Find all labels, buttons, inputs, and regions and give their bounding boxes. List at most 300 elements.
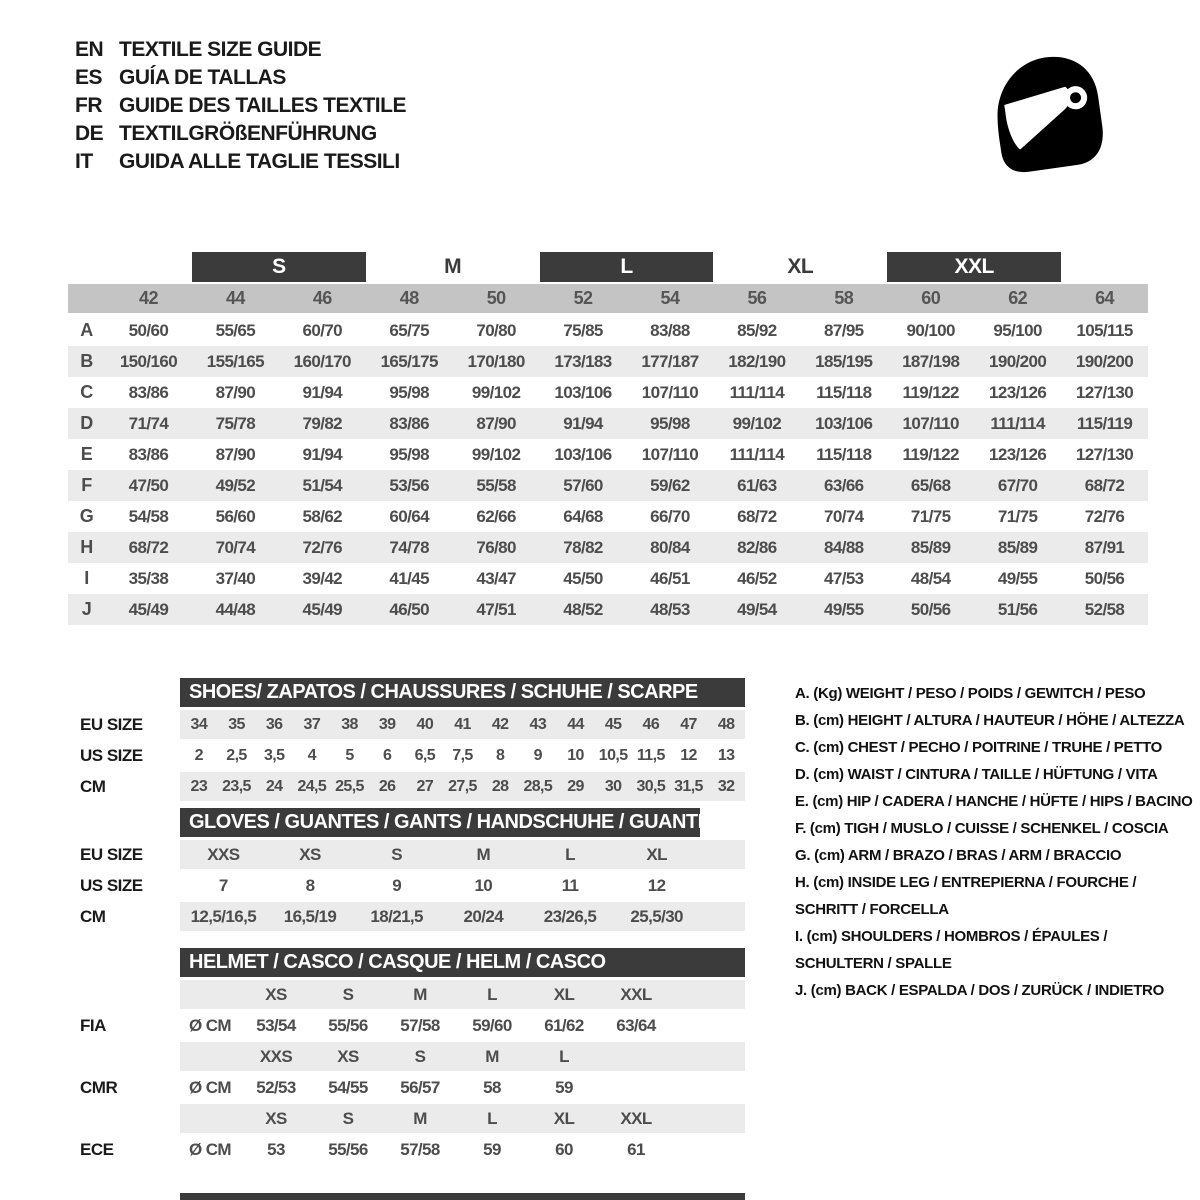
helmet-standard-label-fia: FIA (80, 1015, 106, 1035)
language-title: TEXTILE SIZE GUIDE (119, 38, 322, 61)
measurement-row-g (68, 501, 1148, 532)
measurement-cell: 63/66 (824, 475, 864, 495)
legend-item: I. (cm) SHOULDERS / HOMBROS / ÉPAULES / SCHULTERN / SPALLE (795, 928, 1108, 972)
measurement-cell: 70/74 (215, 537, 256, 557)
measurement-cell: 99/102 (732, 413, 782, 433)
shoes-value-cell: 12 (680, 746, 697, 764)
helmet-size-cell: M (413, 1108, 427, 1128)
measurement-cell: 85/89 (997, 537, 1038, 557)
measurement-cell: 50/60 (128, 320, 169, 340)
measurement-cell: 68/72 (737, 506, 777, 526)
shoes-value-cell: 11,5 (636, 746, 665, 764)
gloves-value-cell: 18/21,5 (370, 906, 423, 926)
measurement-cell: 115/118 (816, 382, 872, 402)
language-row (75, 92, 406, 120)
measurement-cell: 182/190 (728, 351, 786, 371)
measurement-cell: 95/98 (650, 413, 690, 433)
shoes-value-cell: 43 (529, 715, 547, 733)
measurement-cell: 111/114 (990, 413, 1045, 433)
size-group-xl: XL (787, 255, 814, 278)
helmet-sizes-grid-cmr (180, 1042, 672, 1071)
measurement-cell: 170/180 (467, 351, 525, 371)
legend-item: D. (cm) WAIST / CINTURA / TAILLE / HÜFTUNG / VITA (795, 766, 1158, 783)
helmet-table (0, 979, 1200, 1165)
measurement-cell: 99/102 (471, 444, 521, 464)
shoes-row-grid (180, 772, 745, 801)
helmet-size-cell: S (342, 984, 354, 1004)
measurement-cell: 95/100 (993, 320, 1042, 340)
measurement-cell: 56/60 (215, 506, 256, 526)
measurement-cell: 47/53 (824, 568, 864, 588)
gloves-row-grid (180, 902, 700, 931)
shoes-value-cell: 24,5 (297, 777, 327, 795)
measurement-cell: 165/175 (380, 351, 438, 371)
numeric-size-cell: 58 (834, 288, 854, 308)
gloves-value-cell: 7 (218, 875, 228, 895)
helmet-size-cell: XS (265, 984, 287, 1004)
gloves-value-cell: 9 (392, 875, 402, 895)
shoes-value-cell: 31,5 (674, 777, 703, 795)
helmet-value-cell: 53 (267, 1139, 285, 1159)
helmet-values-grid-cmr (180, 1073, 672, 1102)
row-letter: J (81, 599, 92, 619)
shoes-value-cell: 35 (228, 715, 245, 733)
size-group-xxl: XXL (887, 252, 1061, 282)
measurement-cell: 50/56 (1084, 568, 1125, 588)
helmet-standard-label-ece: ECE (80, 1139, 114, 1159)
helmet-value-cell: 52/53 (256, 1077, 296, 1097)
measurement-cell: 70/74 (824, 506, 864, 526)
measurement-cell: 119/122 (902, 382, 959, 402)
row-letter: A (80, 320, 93, 340)
gloves-row-grid (180, 871, 700, 900)
measurement-cell: 47/50 (128, 475, 169, 495)
measurement-row-i (68, 563, 1148, 594)
measurement-cell: 47/51 (476, 599, 516, 619)
gloves-value-cell: 8 (305, 875, 315, 895)
row-letter: C (80, 382, 93, 402)
helmet-unit-spacer (180, 1042, 240, 1071)
helmet-values-row-cmr (0, 1072, 1200, 1103)
measurement-cell: 111/114 (729, 444, 785, 464)
measurement-cell: 48/53 (650, 599, 690, 619)
language-code: FR (75, 94, 102, 117)
language-title: TEXTILGRÖßENFÜHRUNG (119, 122, 377, 145)
shoes-value-cell: 7,5 (452, 746, 473, 764)
helmet-values-band-fia (180, 1011, 745, 1040)
shoes-value-cell: 32 (717, 777, 735, 795)
gloves-value-cell: 10 (474, 875, 493, 895)
size-group-header-row (68, 252, 1148, 282)
legend-item: E. (cm) HIP / CADERA / HANCHE / HÜFTE / HIPS / BACINO (795, 793, 1193, 810)
measurement-cell: 53/56 (389, 475, 429, 495)
helmet-unit-spacer (180, 1104, 240, 1133)
shoes-value-cell: 30 (604, 777, 622, 795)
shoes-value-cell: 2 (194, 746, 203, 764)
gloves-value-cell: S (391, 844, 403, 864)
measurement-legend (795, 680, 1195, 1004)
measurement-cell: 82/86 (737, 537, 777, 557)
helmet-values-grid-fia (180, 1011, 672, 1040)
numeric-size-cell: 62 (1008, 288, 1028, 308)
shoes-value-cell: 28,5 (523, 777, 553, 795)
shoes-row-label: EU SIZE (80, 714, 143, 734)
measurement-cell: 190/200 (988, 351, 1047, 371)
shoes-title-bar (180, 678, 745, 707)
row-letter: H (80, 537, 93, 557)
measurement-cell: 160/170 (293, 351, 351, 371)
gloves-row-label: US SIZE (80, 875, 143, 895)
helmet-value-cell: 61/62 (544, 1015, 584, 1035)
shoes-value-cell: 27 (416, 777, 434, 795)
gloves-value-cell: M (476, 844, 491, 864)
shoes-value-cell: 36 (265, 715, 283, 733)
helmet-values-grid-ece (180, 1135, 672, 1164)
measurement-cell: 39/42 (302, 568, 343, 588)
helmet-size-cell: XS (337, 1046, 359, 1066)
measurement-cell: 72/76 (1084, 506, 1125, 526)
measurement-cell: 78/82 (563, 537, 603, 557)
shoes-row-grid (180, 741, 745, 770)
measurement-cell: 46/51 (650, 568, 690, 588)
helmet-value-cell: 55/56 (328, 1015, 368, 1035)
numeric-size-cell: 44 (225, 288, 245, 308)
helmet-size-cell: L (559, 1046, 569, 1066)
measurement-cell: 65/75 (389, 320, 429, 340)
helmet-sizes-grid-ece (180, 1104, 672, 1133)
helmet-unit-label: Ø CM (189, 1077, 231, 1097)
measurement-cell: 54/58 (128, 506, 169, 526)
helmet-title-bar (180, 948, 745, 977)
measurement-cell: 49/52 (215, 475, 256, 495)
helmet-sizes-band-ece (180, 1104, 745, 1133)
shoes-value-cell: 24 (265, 777, 283, 795)
measurement-cell: 45/49 (302, 599, 343, 619)
size-group-s: S (192, 252, 366, 282)
measurement-cell: 70/80 (476, 320, 516, 340)
helmet-size-cell: XL (553, 1108, 575, 1128)
measurement-row-f (68, 470, 1148, 501)
measurement-cell: 107/110 (641, 382, 699, 402)
row-letter: F (81, 475, 92, 495)
helmet-size-cell: XS (265, 1108, 287, 1128)
helmet-standard-label-cmr: CMR (80, 1077, 118, 1097)
measurement-cell: 115/119 (1076, 413, 1133, 433)
measurement-cell: 85/89 (910, 537, 951, 557)
shoes-row-band (180, 772, 745, 801)
measurement-cell: 58/62 (302, 506, 343, 526)
measurement-cell: 49/55 (997, 568, 1038, 588)
gloves-value-cell: 16,5/19 (283, 906, 337, 926)
numeric-size-cell: 46 (312, 288, 332, 308)
helmet-size-cell: S (342, 1108, 354, 1128)
measurement-cell: 66/70 (650, 506, 690, 526)
language-title-block (75, 36, 406, 176)
helmet-sizes-band-fia (180, 980, 745, 1009)
measurement-cell: 65/68 (910, 475, 951, 495)
helmet-value-cell: 61 (627, 1139, 645, 1159)
measurement-cell: 64/68 (563, 506, 603, 526)
measurement-cell: 91/94 (302, 444, 343, 464)
gloves-value-cell: XXS (207, 844, 240, 864)
helmet-size-cell: L (487, 1108, 497, 1128)
language-row (75, 148, 406, 176)
shoes-value-cell: 38 (341, 715, 358, 733)
measurement-row-e (68, 439, 1148, 470)
measurement-cell: 61/63 (737, 475, 777, 495)
measurement-cell: 46/52 (737, 568, 777, 588)
helmet-title: HELMET / CASCO / CASQUE / HELM / CASCO (189, 951, 606, 973)
language-title: GUÍA DE TALLAS (119, 66, 286, 89)
shoes-value-cell: 8 (496, 746, 505, 764)
helmet-size-cell: S (414, 1046, 426, 1066)
shoes-row-band (180, 710, 745, 739)
language-row (75, 64, 406, 92)
language-code: ES (75, 66, 103, 89)
helmet-value-cell: 57/58 (400, 1139, 440, 1159)
helmet-value-cell: 55/56 (328, 1139, 368, 1159)
measurement-cell: 68/72 (128, 537, 169, 557)
measurement-cell: 37/40 (215, 568, 256, 588)
measurement-cell: 74/78 (389, 537, 429, 557)
helmet-size-cell: M (413, 984, 427, 1004)
measurement-cell: 127/130 (1075, 382, 1134, 402)
shoes-value-cell: 6,5 (414, 746, 436, 764)
helmet-value-cell: 63/64 (616, 1015, 656, 1035)
measurement-rows (68, 315, 1148, 625)
gloves-value-cell: 11 (561, 875, 579, 895)
measurement-cell: 103/106 (554, 444, 612, 464)
helmet-value-cell: 56/57 (400, 1077, 440, 1097)
gloves-row-label: EU SIZE (80, 844, 143, 864)
language-title: GUIDE DES TAILLES TEXTILE (119, 94, 406, 117)
numeric-size-cell: 48 (399, 288, 419, 308)
row-letter: B (80, 351, 93, 371)
measurement-cell: 185/195 (815, 351, 873, 371)
measurement-cell: 41/45 (389, 568, 429, 588)
shoes-value-cell: 46 (642, 715, 660, 733)
measurement-cell: 49/54 (737, 599, 777, 619)
helmet-size-cell: M (485, 1046, 499, 1066)
helmet-size-cell: XXS (259, 1046, 293, 1066)
helmet-value-cell: 57/58 (400, 1015, 440, 1035)
measurement-cell: 177/187 (641, 351, 699, 371)
shoes-value-cell: 2,5 (226, 746, 247, 764)
measurement-cell: 99/102 (471, 382, 521, 402)
legend-item: G. (cm) ARM / BRAZO / BRAS / ARM / BRACCIO (795, 847, 1122, 864)
measurement-cell: 71/74 (128, 413, 169, 433)
measurement-cell: 87/90 (215, 382, 256, 402)
numeric-size-cell: 60 (921, 288, 941, 308)
helmet-size-cell: L (487, 984, 497, 1004)
measurement-cell: 71/75 (997, 506, 1038, 526)
measurement-row-b (68, 346, 1148, 377)
measurement-cell: 43/47 (476, 568, 516, 588)
measurement-cell: 62/66 (476, 506, 516, 526)
measurement-cell: 87/90 (476, 413, 516, 433)
measurement-cell: 52/58 (1084, 599, 1125, 619)
measurement-cell: 48/54 (910, 568, 951, 588)
measurement-cell: 59/62 (650, 475, 690, 495)
measurement-cell: 80/84 (650, 537, 690, 557)
measurement-row-c (68, 377, 1148, 408)
helmet-values-band-cmr (180, 1073, 745, 1102)
helmet-sizes-band-cmr (180, 1042, 745, 1071)
language-title: GUIDA ALLE TAGLIE TESSILI (119, 150, 400, 173)
shoes-row-grid (180, 710, 745, 739)
gloves-value-cell: XL (646, 844, 667, 864)
measurement-cell: 123/126 (988, 382, 1047, 402)
measurement-cell: 123/126 (988, 444, 1047, 464)
gloves-row-band (180, 871, 745, 900)
measurement-cell: 55/58 (476, 475, 516, 495)
shoes-value-cell: 9 (533, 746, 542, 764)
measurement-cell: 60/64 (389, 506, 429, 526)
measurement-cell: 45/50 (563, 568, 603, 588)
legend-item: C. (cm) CHEST / PECHO / POITRINE / TRUHE / PETTO (795, 739, 1163, 756)
numeric-size-cell: 52 (573, 288, 593, 308)
measurement-cell: 67/70 (997, 475, 1038, 495)
measurement-cell: 127/130 (1075, 444, 1134, 464)
measurement-cell: 50/56 (910, 599, 951, 619)
legend-item: B. (cm) HEIGHT / ALTURA / HAUTEUR / HÖHE / ALTEZZA (795, 712, 1185, 729)
measurement-row-h (68, 532, 1148, 563)
measurement-cell: 55/65 (215, 320, 256, 340)
measurement-cell: 190/200 (1075, 351, 1134, 371)
measurement-cell: 49/55 (824, 599, 864, 619)
shoes-value-cell: 47 (680, 715, 697, 733)
measurement-cell: 83/86 (389, 413, 429, 433)
main-size-table (68, 252, 1148, 625)
shoes-row-label: CM (80, 776, 106, 796)
shoes-value-cell: 48 (717, 715, 735, 733)
measurement-cell: 79/82 (302, 413, 343, 433)
measurement-cell: 107/110 (902, 413, 959, 433)
measurement-cell: 84/88 (824, 537, 864, 557)
helmet-unit-label: Ø CM (189, 1139, 231, 1159)
numeric-size-cell: 64 (1095, 288, 1114, 308)
measurement-cell: 46/50 (389, 599, 429, 619)
measurement-cell: 48/52 (563, 599, 603, 619)
measurement-cell: 83/88 (650, 320, 690, 340)
row-letter: G (79, 506, 94, 526)
shoes-value-cell: 10,5 (598, 746, 628, 764)
row-letter: E (80, 444, 93, 464)
measurement-cell: 51/54 (302, 475, 343, 495)
gloves-value-cell: 12,5/16,5 (190, 906, 257, 926)
helmet-values-row-ece (0, 1134, 1200, 1165)
shoes-value-cell: 25,5 (335, 777, 364, 795)
row-letter: D (80, 413, 93, 433)
gloves-title-bar (180, 808, 703, 837)
helmet-size-cell: XXL (620, 984, 652, 1004)
measurement-cell: 91/94 (563, 413, 603, 433)
measurement-cell: 187/198 (902, 351, 960, 371)
measurement-cell: 103/106 (815, 413, 873, 433)
measurement-cell: 150/160 (119, 351, 178, 371)
measurement-row-d (68, 408, 1148, 439)
gloves-value-cell: 12 (647, 875, 666, 895)
measurement-row-a (68, 315, 1148, 346)
measurement-cell: 90/100 (906, 320, 955, 340)
helmet-value-cell: 59 (483, 1139, 501, 1159)
shoes-value-cell: 39 (378, 715, 396, 733)
helmet-values-row-fia (0, 1010, 1200, 1041)
measurement-cell: 95/98 (389, 382, 429, 402)
measurement-cell: 87/95 (824, 320, 864, 340)
measurement-cell: 87/91 (1084, 537, 1125, 557)
gloves-row-label: CM (80, 906, 106, 926)
numeric-size-cell: 50 (486, 288, 506, 308)
shoes-value-cell: 5 (345, 746, 354, 764)
shoes-value-cell: 29 (567, 777, 584, 795)
measurement-cell: 85/92 (737, 320, 777, 340)
gloves-row-band (180, 840, 745, 869)
measurement-cell: 155/165 (206, 351, 264, 371)
measurement-cell: 91/94 (302, 382, 343, 402)
legend-item: A. (Kg) WEIGHT / PESO / POIDS / GEWITCH / PESO (795, 685, 1146, 702)
language-code: EN (75, 38, 104, 61)
shoes-value-cell: 44 (567, 715, 584, 733)
legend-item: J. (cm) BACK / ESPALDA / DOS / ZURÜCK / INDIETRO (795, 982, 1164, 999)
racing-helmet-icon (980, 28, 1130, 198)
measurement-cell: 103/106 (554, 382, 612, 402)
helmet-value-cell: 58 (483, 1077, 501, 1097)
helmet-sizes-row-cmr (0, 1041, 1200, 1072)
gloves-row-grid (180, 840, 700, 869)
measurement-cell: 72/76 (302, 537, 343, 557)
gloves-row-band (180, 902, 745, 931)
measurement-cell: 45/49 (128, 599, 169, 619)
shoes-value-cell: 42 (491, 715, 509, 733)
size-group-l: L (540, 252, 714, 282)
measurement-cell: 95/98 (389, 444, 429, 464)
language-code: IT (75, 150, 93, 173)
measurement-cell: 119/122 (902, 444, 959, 464)
shoes-value-cell: 6 (383, 746, 392, 764)
shoes-value-cell: 4 (307, 746, 316, 764)
shoes-value-cell: 40 (416, 715, 434, 733)
measurement-cell: 60/70 (302, 320, 343, 340)
measurement-cell: 75/85 (563, 320, 603, 340)
measurement-cell: 87/90 (215, 444, 256, 464)
helmet-unit-spacer (180, 980, 240, 1009)
measurement-cell: 75/78 (215, 413, 256, 433)
measurement-cell: 107/110 (641, 444, 699, 464)
legend-item: F. (cm) TIGH / MUSLO / CUISSE / SCHENKEL / COSCIA (795, 820, 1169, 837)
shoes-value-cell: 28 (491, 777, 509, 795)
measurement-cell: 76/80 (476, 537, 516, 557)
gloves-title: GLOVES / GUANTES / GANTS / HANDSCHUHE / GUANTI (189, 811, 703, 833)
shoes-row-label: US SIZE (80, 745, 143, 765)
language-row (75, 36, 406, 64)
legend-item: H. (cm) INSIDE LEG / ENTREPIERNA / FOURCHE / SCHRITT / FORCELLA (795, 874, 1137, 918)
measurement-cell: 68/72 (1084, 475, 1125, 495)
measurement-cell: 115/118 (816, 444, 872, 464)
shoes-value-cell: 26 (378, 777, 396, 795)
row-letter: I (84, 568, 89, 588)
shoes-row-band (180, 741, 745, 770)
measurement-cell: 44/48 (215, 599, 256, 619)
numeric-size-cell: 54 (660, 288, 680, 308)
measurement-cell: 111/114 (729, 382, 785, 402)
shoes-value-cell: 23 (190, 777, 208, 795)
measurement-cell: 83/86 (128, 382, 169, 402)
helmet-sizes-grid-fia (180, 980, 672, 1009)
shoes-value-cell: 3,5 (263, 746, 285, 764)
shoes-value-cell: 10 (567, 746, 584, 764)
gloves-value-cell: 23/26,5 (543, 906, 597, 926)
